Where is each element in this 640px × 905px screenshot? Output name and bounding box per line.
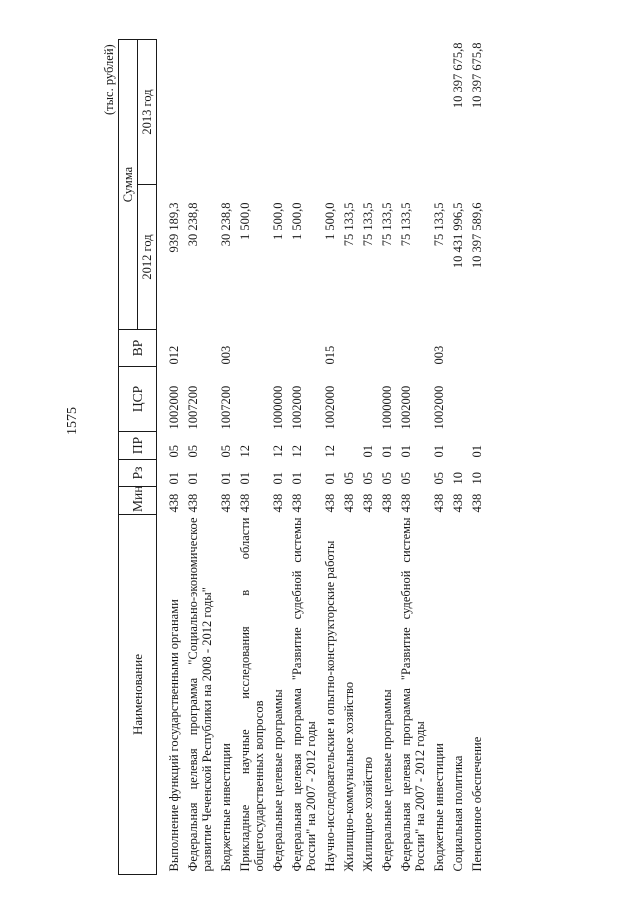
row-csr: 1007200 — [186, 385, 200, 430]
header-vr: ВР — [119, 330, 157, 367]
rotated-page — [65, 40, 625, 875]
row-amount-2012: 30 238,8 — [186, 202, 200, 247]
row-pr: 01 — [399, 445, 413, 458]
row-rz: 05 — [342, 472, 356, 485]
table-body — [157, 40, 488, 875]
row-pr: 05 — [186, 445, 200, 458]
row-name: Бюджетные инвестиции — [219, 743, 233, 872]
row-pr: 01 — [361, 445, 375, 458]
row-rz: 05 — [361, 472, 375, 485]
row-amount-2013 — [269, 40, 288, 185]
page-number: 1575 — [65, 407, 80, 435]
row-name: Федеральные целевые программы — [271, 689, 285, 872]
row-name: Федеральные целевые программы — [380, 689, 394, 872]
row-pr — [340, 432, 359, 460]
row-amount-2013 — [236, 40, 269, 185]
row-min: 438 — [219, 493, 233, 513]
row-amount-2013 — [397, 40, 430, 185]
row-vr — [468, 330, 487, 367]
row-amount-2012: 1 500,0 — [238, 202, 252, 240]
row-amount-2013 — [359, 40, 378, 185]
table-row — [430, 40, 449, 875]
row-csr: 1002000 — [432, 385, 446, 430]
row-vr — [397, 330, 430, 367]
table-row — [217, 40, 236, 875]
row-rz: 10 — [451, 472, 465, 485]
header-csr: ЦСР — [119, 367, 157, 432]
row-csr: 1002000 — [167, 385, 181, 430]
header-year-2013: 2013 год — [138, 40, 157, 185]
row-amount-2012: 1 500,0 — [290, 202, 304, 240]
row-min: 438 — [342, 493, 356, 513]
row-amount-2013: 10 397 675,8 — [470, 42, 484, 109]
row-min: 438 — [361, 493, 375, 513]
row-name: Федеральная целевая программа "Развитие судебной системы России" на 2007 - 2012 годы — [290, 517, 318, 872]
row-csr — [449, 367, 468, 432]
table-row — [321, 40, 340, 875]
row-amount-2012: 75 133,5 — [342, 202, 356, 247]
header-min: Мин — [119, 487, 157, 515]
row-csr — [468, 367, 487, 432]
row-csr: 1007200 — [219, 385, 233, 430]
header-year-2012: 2012 год — [138, 185, 157, 330]
row-amount-2012: 75 133,5 — [399, 202, 413, 247]
row-min: 438 — [451, 493, 465, 513]
row-name: Прикладные научные исследования в области общегосударственных вопросов — [238, 517, 266, 872]
row-min: 438 — [186, 493, 200, 513]
row-name: Социальная политика — [451, 755, 465, 872]
row-rz: 05 — [432, 472, 446, 485]
row-min: 438 — [271, 493, 285, 513]
row-pr: 05 — [167, 445, 181, 458]
table-row — [378, 40, 397, 875]
row-min: 438 — [238, 493, 252, 513]
row-amount-2012: 1 500,0 — [271, 202, 285, 240]
row-vr — [340, 330, 359, 367]
row-rz: 10 — [470, 472, 484, 485]
row-amount-2012: 939 189,3 — [167, 202, 181, 253]
row-min: 438 — [399, 493, 413, 513]
row-pr: 12 — [290, 445, 304, 458]
row-pr — [449, 432, 468, 460]
row-min: 438 — [432, 493, 446, 513]
row-rz: 05 — [399, 472, 413, 485]
row-csr — [236, 367, 269, 432]
row-amount-2013 — [217, 40, 236, 185]
row-min: 438 — [167, 493, 181, 513]
row-amount-2013 — [321, 40, 340, 185]
row-csr — [359, 367, 378, 432]
header-sum: Сумма — [119, 40, 138, 330]
row-amount-2013: 10 397 675,8 — [451, 42, 465, 109]
table-row — [236, 40, 269, 875]
header-name: Наименование — [119, 515, 157, 875]
table-row — [340, 40, 359, 875]
row-pr: 12 — [271, 445, 285, 458]
table-row — [397, 40, 430, 875]
table-row — [184, 40, 217, 875]
row-name: Жилищно-коммунальное хозяйство — [342, 681, 356, 872]
row-name: Бюджетные инвестиции — [432, 743, 446, 872]
row-vr — [359, 330, 378, 367]
row-csr: 1002000 — [323, 385, 337, 430]
row-amount-2012: 75 133,5 — [361, 202, 375, 247]
row-csr: 1000000 — [380, 385, 394, 430]
row-pr: 12 — [238, 445, 252, 458]
row-amount-2013 — [378, 40, 397, 185]
row-rz: 01 — [219, 472, 233, 485]
row-rz: 01 — [167, 472, 181, 485]
row-pr: 01 — [470, 445, 484, 458]
row-csr: 1000000 — [271, 385, 285, 430]
row-name: Жилищное хозяйство — [361, 756, 375, 872]
row-csr: 1002000 — [399, 385, 413, 430]
table-row — [269, 40, 288, 875]
row-min: 438 — [380, 493, 394, 513]
row-vr: 012 — [167, 345, 181, 365]
row-vr — [236, 330, 269, 367]
table-row — [288, 40, 321, 875]
row-rz: 01 — [271, 472, 285, 485]
header-pr: ПР — [119, 432, 157, 460]
row-pr: 05 — [219, 445, 233, 458]
row-name: Пенсионное обеспечение — [470, 736, 484, 872]
row-amount-2012: 1 500,0 — [323, 202, 337, 240]
row-vr: 003 — [432, 345, 446, 365]
row-vr — [449, 330, 468, 367]
row-csr: 1002000 — [290, 385, 304, 430]
row-name: Федеральная целевая программа "Развитие судебной системы России" на 2007 - 2012 годы — [399, 517, 427, 872]
row-pr: 12 — [323, 445, 337, 458]
units-note: (тыс. рублей) — [102, 44, 116, 115]
row-name: Федеральная целевая программа "Социально-экономическое развитие Чеченской Республики на 2008 - 2012 годы" — [186, 517, 214, 872]
row-min: 438 — [470, 493, 484, 513]
table-row — [157, 40, 185, 875]
row-amount-2013 — [340, 40, 359, 185]
row-min: 438 — [290, 493, 304, 513]
table-row — [468, 40, 487, 875]
budget-table — [118, 39, 487, 875]
row-vr: 003 — [219, 345, 233, 365]
row-vr: 015 — [323, 345, 337, 365]
row-vr — [378, 330, 397, 367]
row-amount-2012: 75 133,5 — [380, 202, 394, 247]
row-rz: 01 — [323, 472, 337, 485]
row-amount-2012: 75 133,5 — [432, 202, 446, 247]
row-pr: 01 — [380, 445, 394, 458]
row-rz: 01 — [238, 472, 252, 485]
row-vr — [288, 330, 321, 367]
row-amount-2012: 10 397 589,6 — [470, 202, 484, 269]
row-name: Выполнение функций государственными органами — [167, 599, 181, 872]
row-min: 438 — [323, 493, 337, 513]
row-csr — [340, 367, 359, 432]
row-amount-2012: 10 431 996,5 — [451, 202, 465, 269]
row-amount-2013 — [184, 40, 217, 185]
row-rz: 01 — [186, 472, 200, 485]
row-vr — [184, 330, 217, 367]
row-name: Научно-исследовательские и опытно-конструкторские работы — [323, 540, 337, 872]
row-amount-2012: 30 238,8 — [219, 202, 233, 247]
row-amount-2013 — [430, 40, 449, 185]
row-rz: 05 — [380, 472, 394, 485]
table-row — [449, 40, 468, 875]
row-rz: 01 — [290, 472, 304, 485]
header-rz: Рз — [119, 460, 157, 487]
table-row — [359, 40, 378, 875]
row-amount-2013 — [288, 40, 321, 185]
row-vr — [269, 330, 288, 367]
row-pr: 01 — [432, 445, 446, 458]
row-amount-2013 — [157, 40, 185, 185]
